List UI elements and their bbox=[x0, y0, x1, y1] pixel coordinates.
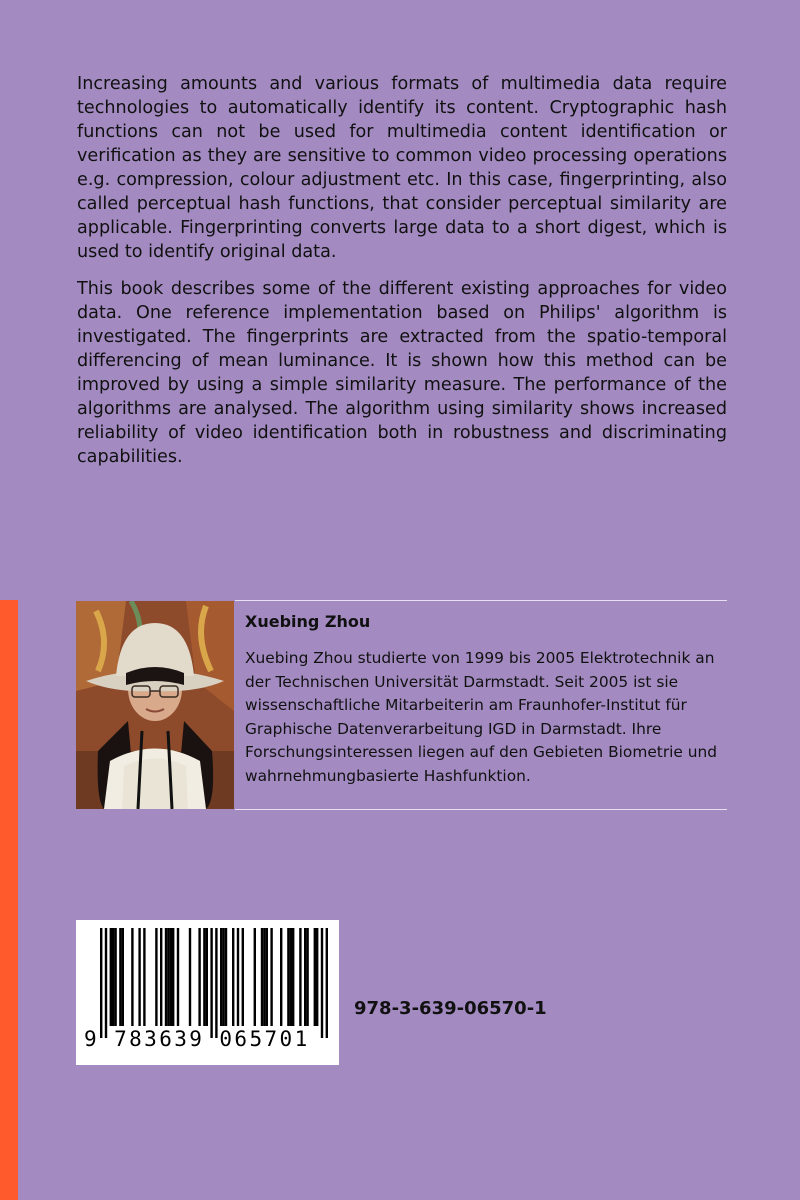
barcode-bar bbox=[290, 928, 292, 1026]
barcode-bar bbox=[131, 928, 133, 1026]
barcode-bar bbox=[203, 928, 205, 1026]
barcode-bar bbox=[263, 928, 265, 1026]
barcode-bar bbox=[112, 928, 114, 1026]
barcode-bar bbox=[306, 928, 308, 1026]
barcode-bar bbox=[326, 928, 328, 1038]
barcode-bar bbox=[321, 928, 323, 1038]
barcode-bar bbox=[160, 928, 162, 1026]
barcode-bar bbox=[215, 928, 217, 1038]
author-photo-illustration bbox=[76, 601, 234, 809]
barcode-bar bbox=[242, 928, 244, 1026]
barcode-bar bbox=[114, 928, 116, 1026]
barcode-bar bbox=[177, 928, 179, 1026]
author-name: Xuebing Zhou bbox=[245, 612, 371, 631]
barcode-bar bbox=[110, 928, 112, 1026]
barcode-bar bbox=[105, 928, 107, 1038]
barcode-bar bbox=[254, 928, 256, 1026]
blurb-paragraph-2: This book describes some of the different existing approaches for video data. One reference implementation based on Philips' algorithm is investigated. The fingerprints are extracted from the spatio-temporal differencing of mean luminance. It is shown how this method can be improved by using a simple similarity measure. The performance of the algorithms are analysed. The algorithm using similarity shows increased reliability of video identification both in robustness and discriminating capabilities. bbox=[77, 279, 727, 467]
accent-strip bbox=[0, 600, 18, 1200]
barcode-bar bbox=[100, 928, 102, 1038]
back-cover-blurb bbox=[77, 72, 727, 482]
barcode-bar bbox=[237, 928, 239, 1026]
barcode bbox=[76, 920, 339, 1065]
barcode-bar bbox=[122, 928, 124, 1026]
barcode-bar bbox=[220, 928, 222, 1026]
barcode-bar bbox=[280, 928, 282, 1026]
barcode-bar bbox=[170, 928, 172, 1026]
author-photo bbox=[76, 601, 234, 809]
barcode-bar bbox=[287, 928, 289, 1026]
barcode-bar bbox=[155, 928, 157, 1026]
author-bio: Xuebing Zhou studierte von 1999 bis 2005 Elektrotechnik an der Technischen Universität Darmstadt. Seit 2005 ist sie wissenschaftliche Mitarbeiterin am Fraunhofer-Institut für Graphische Datenverarbeitung IGD in Darmstadt. Ihre Forschungsinteressen liegen auf den Gebieten Biometrie und wahrnehmungbasierte Hashfunktion. bbox=[245, 649, 718, 785]
barcode-bar bbox=[206, 928, 208, 1026]
barcode-bar bbox=[266, 928, 268, 1026]
barcode-bar bbox=[222, 928, 224, 1026]
barcode-bar bbox=[270, 928, 272, 1026]
barcode-bar bbox=[210, 928, 212, 1038]
divider-bottom bbox=[235, 809, 727, 810]
barcode-bar bbox=[138, 928, 140, 1026]
isbn-number: 978-3-639-06570-1 bbox=[354, 998, 547, 1019]
barcode-bar bbox=[167, 928, 169, 1026]
barcode-bar bbox=[299, 928, 301, 1026]
barcode-bar bbox=[225, 928, 227, 1026]
barcode-bar bbox=[292, 928, 294, 1026]
barcode-bar bbox=[165, 928, 167, 1026]
barcode-bar bbox=[232, 928, 234, 1026]
barcode-bar bbox=[172, 928, 174, 1026]
blurb-paragraph-1: Increasing amounts and various formats of multimedia data require technologies to automatically identify its content. Cryptographic hash functions can not be used for multimedia content identification or verification as they are sensitive to common video processing operations e.g. compression, colour adjustment etc. In this case, fingerprinting, also called perceptual hash functions, that consider perceptual similarity are applicable. Fingerprinting converts large data to a short digest, which is used to identify original data. bbox=[77, 74, 727, 262]
barcode-bar bbox=[316, 928, 318, 1026]
barcode-bar bbox=[189, 928, 191, 1026]
barcode-bar bbox=[304, 928, 306, 1026]
divider-top bbox=[235, 600, 727, 601]
barcode-bar bbox=[198, 928, 200, 1026]
barcode-bar bbox=[119, 928, 121, 1026]
barcode-digits: 9 783639 065701 bbox=[84, 1027, 310, 1051]
barcode-bar bbox=[261, 928, 263, 1026]
barcode-bar bbox=[314, 928, 316, 1026]
barcode-bar bbox=[143, 928, 145, 1026]
